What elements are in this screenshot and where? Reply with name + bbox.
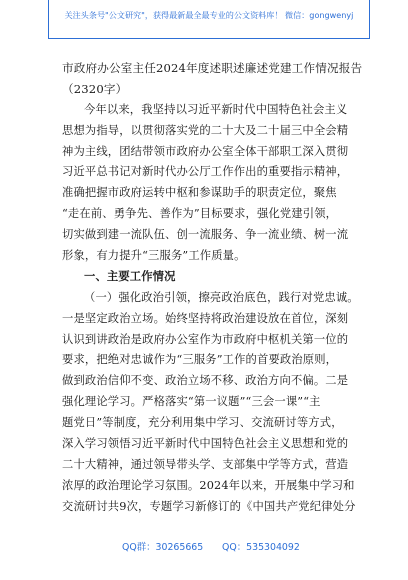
qq-number: QQ：535304092	[222, 542, 300, 553]
header-banner	[48, 0, 370, 39]
paragraph-line: 今年以来，我坚持以习近平新时代中国特色社会主义	[84, 102, 348, 116]
paragraph-line: 交流研讨共9次，专题学习新修订的《中国共产党纪律处分	[62, 499, 356, 513]
banner-text: 关注头条号"公文研究"，获得最新最全最专业的公文资料库！ 微信：gongwenyj	[64, 10, 354, 20]
paragraph-line: 做到政治信仰不变、政治立场不移、政治方向不偏。二是	[62, 374, 349, 388]
document-body	[62, 58, 363, 518]
paragraph-line: 认识到讲政治是政府办公室作为市政府中枢机关第一位的	[62, 332, 349, 346]
qq-group-number: QQ群：30265665	[122, 542, 204, 553]
paragraph-line: 题党日”等制度，充分利用集中学习、交流研讨等方式，	[62, 416, 343, 430]
paragraph-line: 神为主线，团结带领市政府办公室全体干部职工深入贯彻	[62, 144, 349, 158]
word-count: （2320字）	[62, 81, 128, 96]
paragraph-line: （一）强化政治引领，擦亮政治底色，践行对党忠诚。	[84, 290, 359, 304]
paragraph-line: 浓厚的政治理论学习氛围。2024年以来，开展集中学习和	[62, 478, 355, 492]
section-heading: 一、主要工作情况	[84, 269, 176, 283]
document-title: 市政府办公室主任2024年度述职述廉述党建工作情况报告	[62, 61, 363, 75]
paragraph-line: 二十大精神，通过领导带头学、支部集中学等方式，营造	[62, 457, 349, 471]
footer-contact	[0, 539, 408, 555]
paragraph-line: 思想为指导，以贯彻落实党的二十大及二十届三中全会精	[62, 123, 349, 137]
paragraph-line: 要求，把绝对忠诚作为“三服务”工作的首要政治原则，	[62, 353, 338, 367]
paragraph-line: 切实做到建一流队伍、创一流服务、争一流业绩、树一流	[62, 228, 349, 242]
paragraph-line: 准确把握市政府运转中枢和参谋助手的职责定位，聚焦	[62, 186, 337, 200]
paragraph-line: 习近平总书记对新时代办公厅工作作出的重要指示精神，	[62, 165, 349, 179]
paragraph-line: 强化理论学习。严格落实“第一议题”“三会一课”“主	[62, 395, 321, 409]
paragraph-line: 一是坚定政治立场。始终坚持将政治建设放在首位，深刻	[62, 311, 349, 325]
paragraph-line: 形象，有力提升“三服务”工作质量。	[62, 249, 246, 263]
paragraph-line: 深入学习领悟习近平新时代中国特色社会主义思想和党的	[62, 437, 349, 451]
paragraph-line: “走在前、勇争先、善作为”目标要求，强化党建引领，	[62, 207, 338, 221]
